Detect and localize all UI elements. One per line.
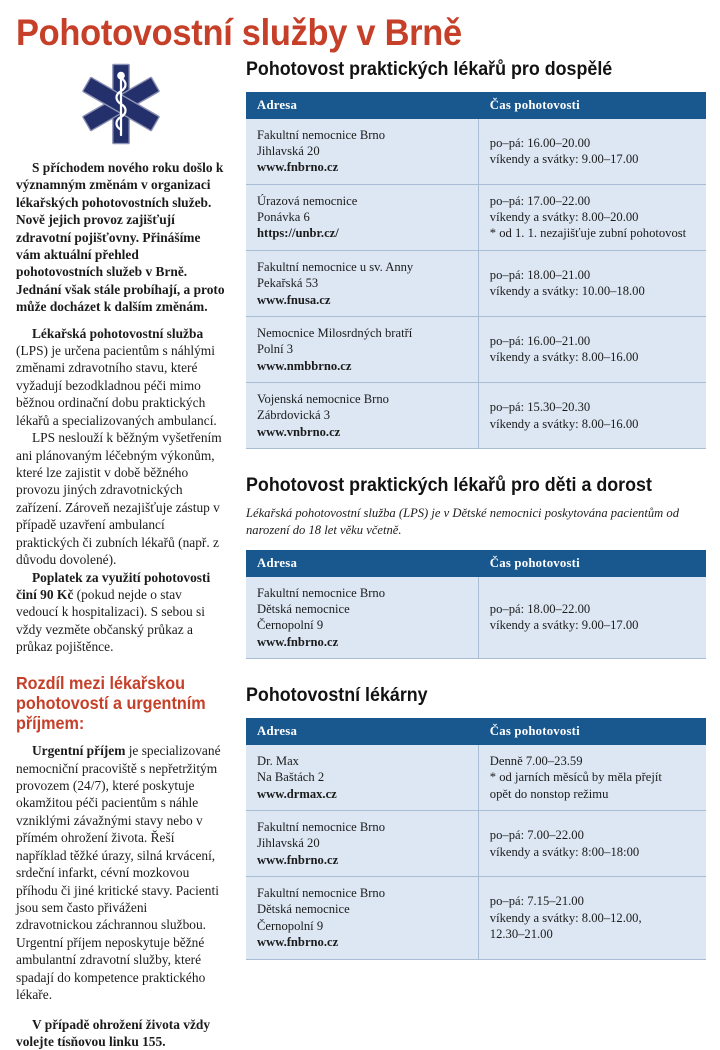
address-line: Polní 3 xyxy=(257,342,294,357)
section-note-children: Lékařská pohotovostní služba (LPS) je v Dětské nemocnici poskytována pacientům od narození do 18 let věku včetně. xyxy=(246,505,679,537)
fee-text: (pokud nejde o stav vedoucí k hospitalizaci). S sebou si vždy vezměte občanský průkaz a průkaz pojištěnce. xyxy=(16,586,205,655)
lead-paragraph: S příchodem nového roku došlo k významným změnám v organizaci lékařských pohotovostních služeb. Nově jejich provoz zajišťují zdravotní pojišťovny. Přinášíme vám aktuální přehled pohotovostních služeb v Brně. Jednání však stále probíhají, a proto může docházet k dalším změnám. xyxy=(16,159,225,315)
table-pharmacies xyxy=(246,718,706,960)
address-line: Vojenská nemocnice Brno xyxy=(257,392,389,406)
page-title: Pohotovostní služby v Brně xyxy=(16,12,462,53)
table-row xyxy=(246,811,706,877)
address-line: Černopolní 9 xyxy=(257,918,324,933)
paragraph-urgent-admission xyxy=(16,742,226,1003)
table-row xyxy=(246,184,706,250)
cell-hours xyxy=(478,250,706,316)
cell-address xyxy=(246,877,478,959)
address-line: Fakultní nemocnice u sv. Anny xyxy=(257,259,414,274)
hours-footnote: opět do nonstop režimu xyxy=(489,786,609,801)
address-line: Dětská nemocnice xyxy=(257,902,350,917)
section-heading-pharmacies: Pohotovostní lékárny xyxy=(246,685,428,707)
hours-line: víkendy a svátky: 9.00–17.00 xyxy=(489,618,639,633)
cell-address xyxy=(246,316,478,382)
hours-line: víkendy a svátky: 8:00–18:00 xyxy=(489,844,640,859)
table-row xyxy=(246,250,706,316)
table-adults xyxy=(246,92,706,449)
cell-address xyxy=(246,745,478,811)
address-line: Ponávka 6 xyxy=(257,210,310,225)
table-header-row xyxy=(246,550,706,577)
column-header-hours: Čas pohotovosti xyxy=(478,550,706,577)
logo-container xyxy=(16,61,226,147)
address-line: Jihlavská 20 xyxy=(257,144,320,159)
table-row xyxy=(246,577,706,659)
address-line: Úrazová nemocnice xyxy=(257,193,358,208)
urgent-text: je specializované nemocniční pracoviště s nepřetržitým provozem (24/7), které poskytuje okamžitou péči pacientům s náhle vzniklými závažnými stavy nebo v přímém ohrožení života. Řeší například těžké úrazy, silná krvácení, srdeční infarkt, cévní mozkovou příhodu či jiné kritické stavy. Pacienti jsou sem často přiváženi zdravotnickou záchrannou službou. Urgentní příjem neposkytuje běžné ambulantní zdravotní služby, které spadají do kompetence praktického lékaře. xyxy=(16,743,221,1003)
cell-address xyxy=(246,250,478,316)
column-header-hours: Čas pohotovosti xyxy=(478,92,706,119)
cell-hours xyxy=(478,119,706,185)
website-link[interactable]: www.vnbrno.cz xyxy=(257,424,341,439)
website-link[interactable]: www.fnusa.cz xyxy=(257,292,331,307)
cell-hours xyxy=(478,745,706,811)
cell-address xyxy=(246,383,478,449)
hours-line: víkendy a svátky: 8.00–16.00 xyxy=(489,416,639,431)
paragraph-fee xyxy=(16,569,226,656)
hours-line: po–pá: 18.00–21.00 xyxy=(489,268,591,283)
heading-difference: Rozdíl mezi lékařskou pohotovostí a urgentním příjmem: xyxy=(16,672,206,734)
hours-line: po–pá: 16.00–20.00 xyxy=(489,135,591,150)
table-row xyxy=(246,383,706,449)
website-link[interactable]: www.fnbrno.cz xyxy=(257,935,339,950)
cell-hours xyxy=(478,316,706,382)
table-row xyxy=(246,877,706,959)
address-line: Fakultní nemocnice Brno xyxy=(257,820,386,835)
address-line: Nemocnice Milosrdných bratří xyxy=(257,325,413,340)
star-of-life-icon xyxy=(78,61,164,147)
body-columns xyxy=(0,59,720,1050)
cell-hours xyxy=(478,577,706,659)
website-link[interactable]: www.nmbbrno.cz xyxy=(257,358,352,373)
address-line: Na Baštách 2 xyxy=(257,770,325,785)
cell-hours xyxy=(478,184,706,250)
column-header-address: Adresa xyxy=(246,718,478,745)
urgent-term: Urgentní příjem xyxy=(32,743,126,759)
hours-line: po–pá: 17.00–22.00 xyxy=(489,193,591,208)
address-line: Dr. Max xyxy=(257,753,299,768)
website-link[interactable]: www.fnbrno.cz xyxy=(257,852,339,867)
section-heading-adults: Pohotovost praktických lékařů pro dospělé xyxy=(246,58,613,80)
table-children xyxy=(246,550,706,659)
website-link[interactable]: www.drmax.cz xyxy=(257,786,337,801)
hours-line: Denně 7.00–23.59 xyxy=(489,753,583,768)
address-line: Fakultní nemocnice Brno xyxy=(257,886,386,901)
hours-line: po–pá: 18.00–22.00 xyxy=(489,602,591,617)
table-row xyxy=(246,745,706,811)
cell-address xyxy=(246,184,478,250)
cell-hours xyxy=(478,877,706,959)
paragraph-lps-scope: LPS neslouží k běžným vyšetřením ani plánovaným léčebným výkonům, které lze zajistit v době běžného provozu jiných zdravotnických zařízení. Zároveň nezajišťuje zástup v případě uzavření ambulancí praktických či zubních lékařů (např. z důvodu dovolené). xyxy=(16,430,222,568)
table-row xyxy=(246,119,706,185)
column-header-hours: Čas pohotovosti xyxy=(478,718,706,745)
hours-line: po–pá: 16.00–21.00 xyxy=(489,334,591,349)
address-line: Fakultní nemocnice Brno xyxy=(257,585,386,600)
lps-text: (LPS) je určena pacientům s náhlými změnami zdravotního stavu, které vyžadují bezodkladnou péči mimo běžnou ordinační dobu praktických lékařů a specializovaných ambulancí. xyxy=(16,343,217,428)
masthead xyxy=(0,0,720,53)
paragraph-lps-definition xyxy=(16,325,226,430)
hours-line: víkendy a svátky: 10.00–18.00 xyxy=(489,284,645,299)
hours-line: víkendy a svátky: 8.00–16.00 xyxy=(489,350,639,365)
hours-line: po–pá: 7.00–22.00 xyxy=(489,828,584,843)
address-line: Pekařská 53 xyxy=(257,276,319,291)
cell-hours xyxy=(478,811,706,877)
cell-address xyxy=(246,577,478,659)
website-link[interactable]: www.fnbrno.cz xyxy=(257,160,339,175)
table-row xyxy=(246,316,706,382)
hours-footnote: * od jarních měsíců by měla přejít xyxy=(489,770,662,785)
hours-footnote: * od 1. 1. nezajišťuje zubní pohotovost xyxy=(489,226,687,241)
address-line: Jihlavská 20 xyxy=(257,836,320,851)
left-column xyxy=(16,59,238,1050)
column-header-address: Adresa xyxy=(246,550,478,577)
address-line: Dětská nemocnice xyxy=(257,602,350,617)
right-column xyxy=(238,59,706,960)
fee-term: Poplatek za využití pohotovosti činí 90 Kč xyxy=(16,569,211,602)
emergency-note: V případě ohrožení života vždy volejte tísňovou linku 155. xyxy=(16,1016,211,1049)
table-header-row xyxy=(246,92,706,119)
cell-address xyxy=(246,811,478,877)
hours-line: po–pá: 15.30–20.30 xyxy=(489,400,591,415)
hours-line: víkendy a svátky: 8.00–12.00, xyxy=(489,910,642,925)
table-header-row xyxy=(246,718,706,745)
website-link[interactable]: www.fnbrno.cz xyxy=(257,634,339,649)
address-line: Zábrdovická 3 xyxy=(257,408,331,423)
hours-line: 12.30–21.00 xyxy=(489,927,553,941)
cell-address xyxy=(246,119,478,185)
address-line: Černopolní 9 xyxy=(257,618,324,633)
cell-hours xyxy=(478,383,706,449)
website-link[interactable]: https://unbr.cz/ xyxy=(257,226,339,241)
lps-term: Lékařská pohotovostní služba xyxy=(32,325,204,341)
hours-line: víkendy a svátky: 9.00–17.00 xyxy=(489,152,639,167)
hours-line: víkendy a svátky: 8.00–20.00 xyxy=(489,210,639,225)
column-header-address: Adresa xyxy=(246,92,478,119)
hours-line: po–pá: 7.15–21.00 xyxy=(489,894,584,909)
section-heading-children: Pohotovost praktických lékařů pro děti a dorost xyxy=(246,475,652,497)
address-line: Fakultní nemocnice Brno xyxy=(257,127,386,142)
